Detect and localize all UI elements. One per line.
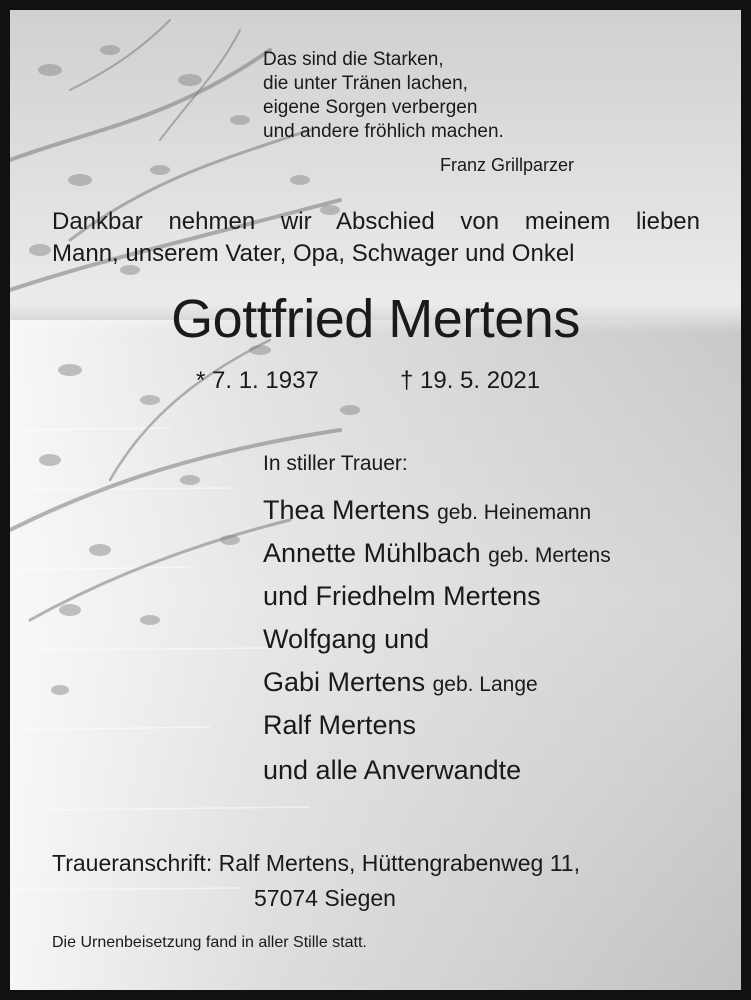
death-date: † 19. 5. 2021 — [400, 367, 541, 394]
mourner-name: Thea Mertens — [263, 495, 430, 525]
address-city: 57074 Siegen — [254, 885, 396, 911]
quote-line: und andere fröhlich machen. — [263, 121, 504, 142]
quote-author: Franz Grillparzer — [440, 155, 575, 175]
mourner-name: Annette Mühlbach — [263, 538, 481, 568]
mourner-entry — [263, 710, 416, 741]
quote-line: Das sind die Starken, — [263, 49, 444, 70]
mourner-name: Gabi Mertens — [263, 667, 426, 697]
mourner-entry — [263, 538, 611, 569]
mourner-entry — [263, 755, 521, 786]
mourner-entry — [263, 667, 538, 698]
mourner-name: Wolfgang und — [263, 624, 430, 654]
burial-note: Die Urnenbeisetzung fand in aller Stille statt. — [52, 934, 367, 951]
intro-line: Dankbar nehmen wir Abschied von meinem lieben — [52, 208, 700, 235]
mourners-heading: In stiller Trauer: — [263, 452, 408, 475]
mourner-name: und Friedhelm Mertens — [263, 581, 541, 611]
quote-line: die unter Tränen lachen, — [263, 73, 468, 94]
mourner-entry — [263, 624, 429, 655]
quote-line: eigene Sorgen verbergen — [263, 97, 478, 118]
mourner-note: geb. Heinemann — [437, 501, 592, 524]
intro-line: Mann, unserem Vater, Opa, Schwager und Onkel — [52, 240, 575, 267]
address-line: Traueranschrift: Ralf Mertens, Hüttengrabenweg 11, — [52, 850, 580, 876]
mourner-note: geb. Lange — [432, 673, 538, 696]
mourner-name: und alle Anverwandte — [263, 755, 522, 785]
deceased-name: Gottfried Mertens — [171, 289, 580, 349]
mourner-note: geb. Mertens — [488, 544, 611, 567]
mourner-entry — [263, 581, 541, 612]
mourner-entry — [263, 495, 591, 526]
birth-date: * 7. 1. 1937 — [196, 367, 319, 394]
mourner-name: Ralf Mertens — [263, 710, 417, 740]
